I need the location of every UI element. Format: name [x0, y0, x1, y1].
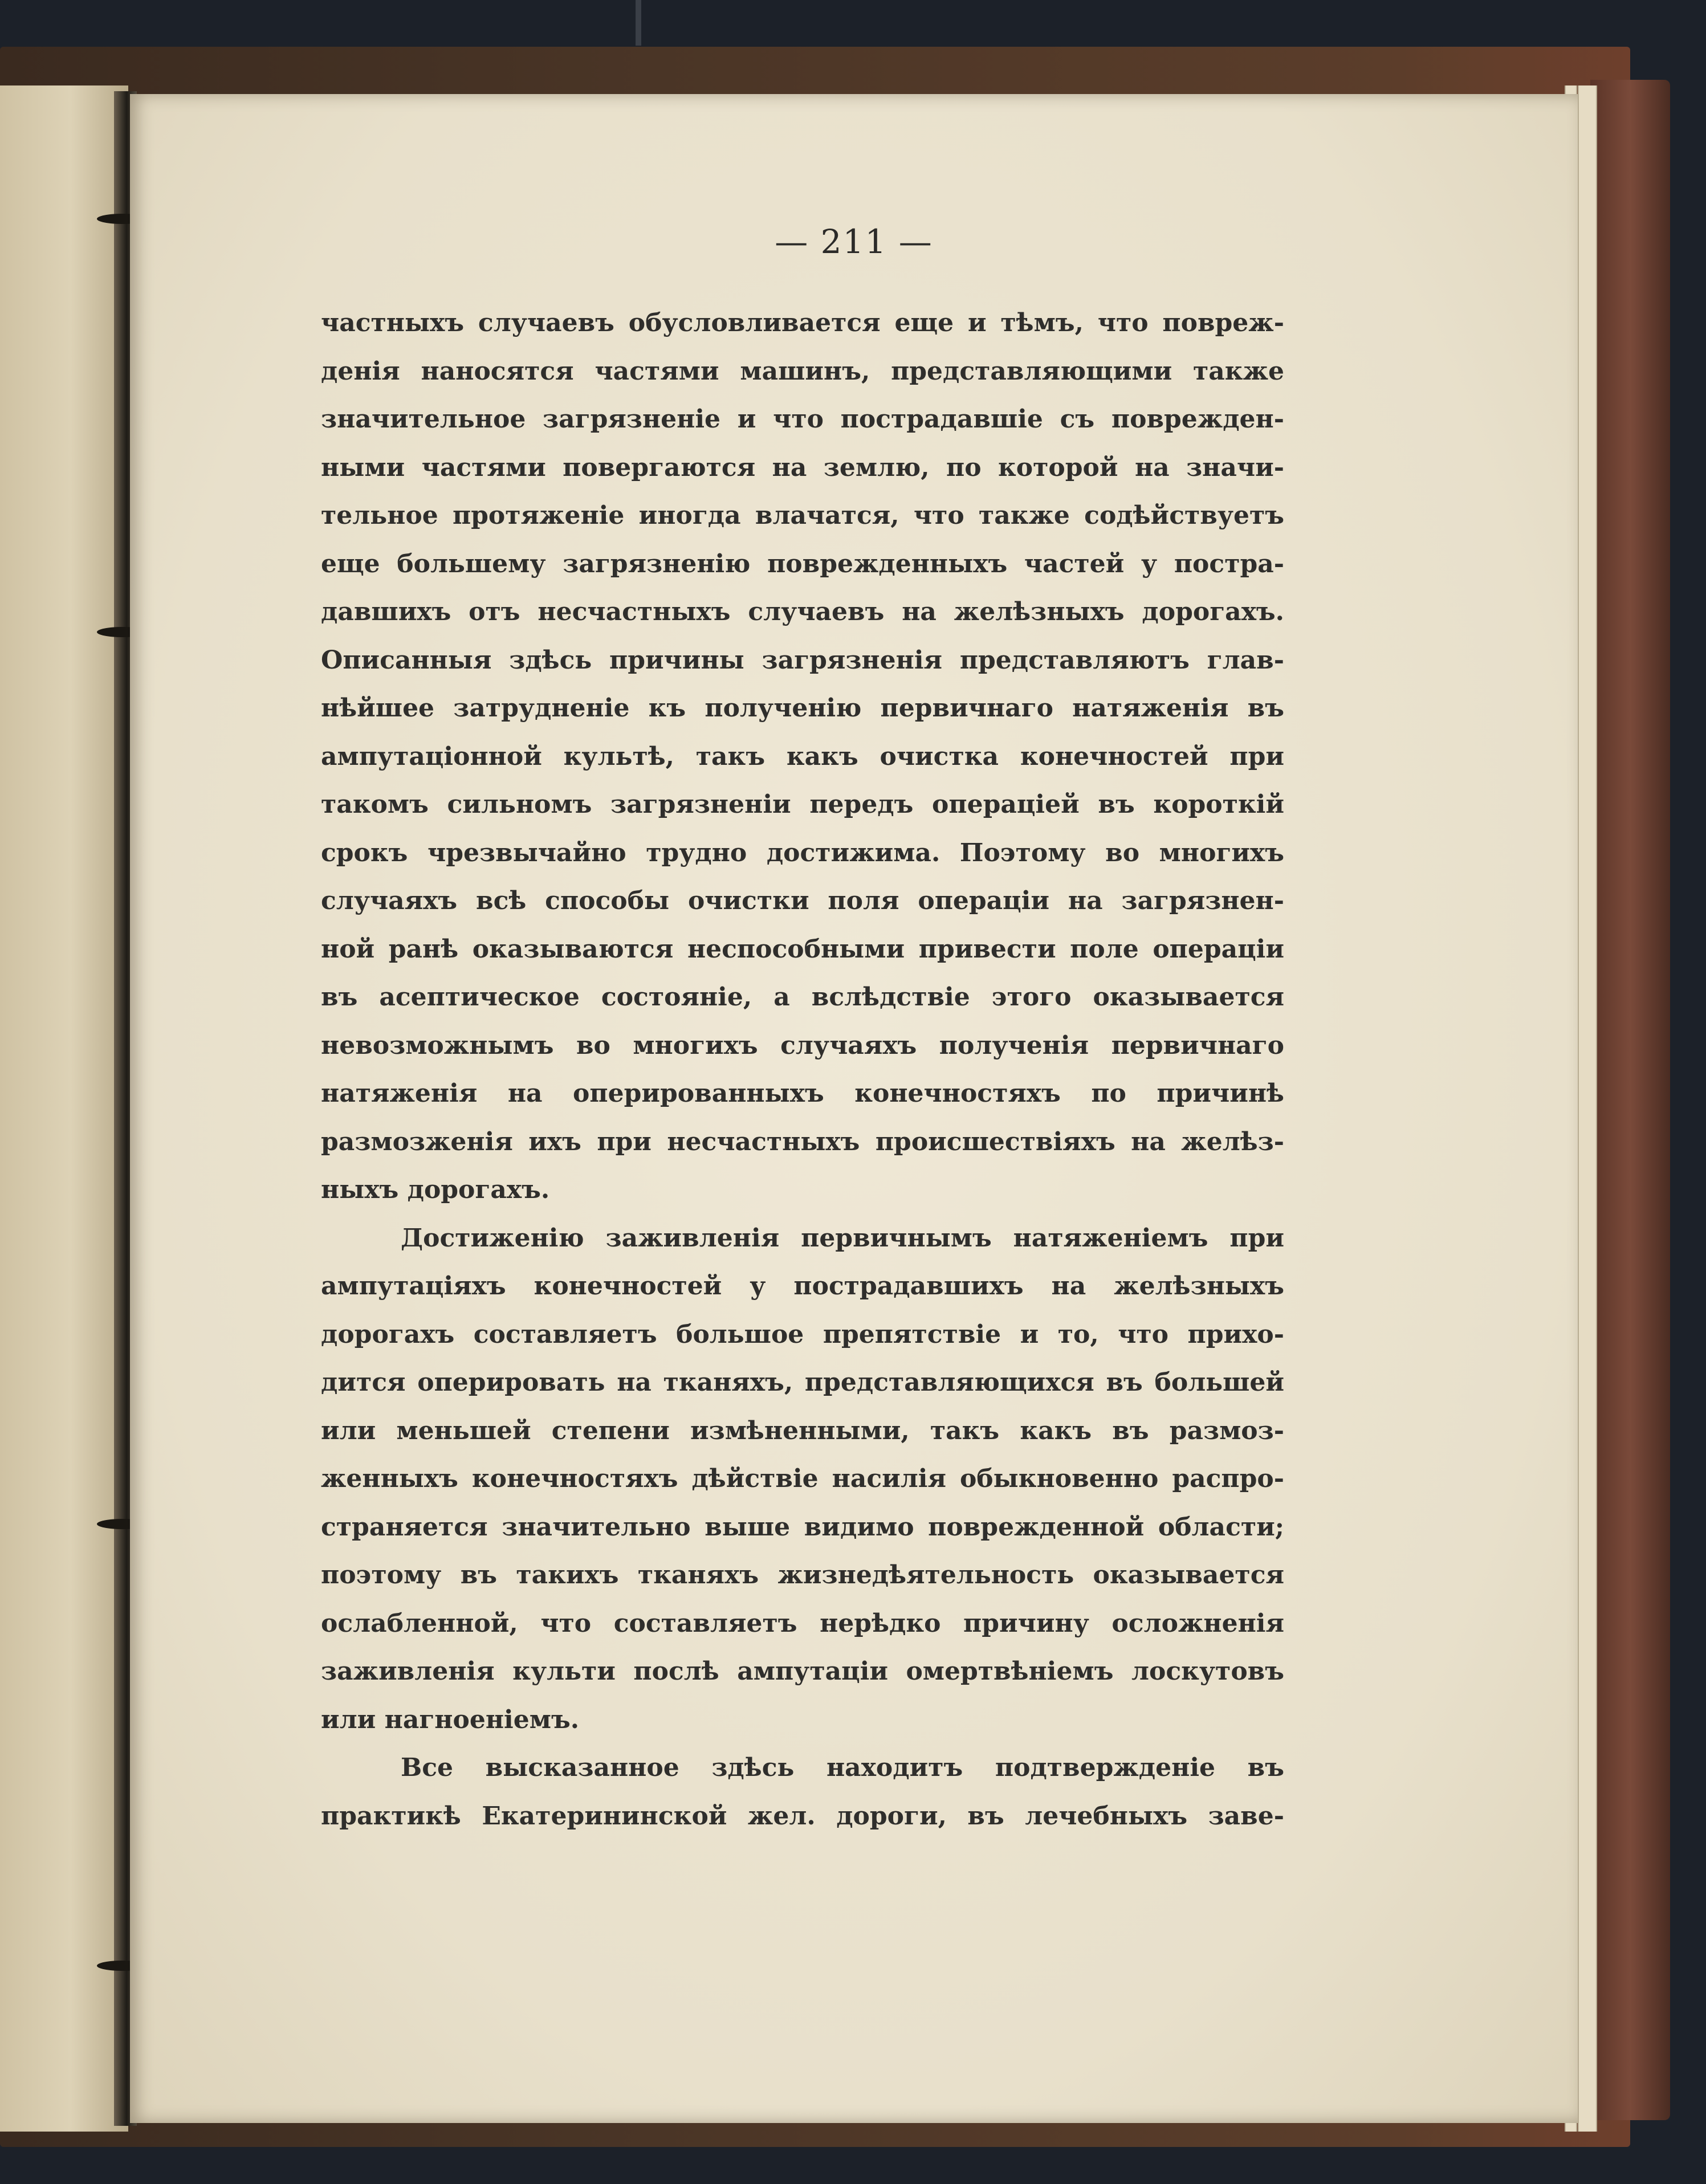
- text-line: ной ранѣ оказываются неспособными привести поле операціи: [321, 934, 1284, 964]
- text-line: денія наносятся частями машинъ, представляющими также: [321, 356, 1284, 386]
- text-line: ныхъ дорогахъ.: [321, 1175, 550, 1204]
- paragraph: [321, 1215, 1284, 1745]
- text-line: давшихъ отъ несчастныхъ случаевъ на желѣзныхъ дорогахъ.: [321, 597, 1284, 626]
- text-line: дорогахъ составляетъ большое препятствіе и то, что прихо-: [321, 1319, 1284, 1349]
- left-page: [0, 85, 128, 2132]
- text-line: или нагноеніемъ.: [321, 1705, 580, 1734]
- text-line: дится оперировать на тканяхъ, представляющихся въ большей: [321, 1368, 1284, 1397]
- text-line: заживленія культи послѣ ампутаціи омертвѣніемъ лоскутовъ: [321, 1657, 1284, 1686]
- text-line: поэтому въ такихъ тканяхъ жизнедѣятельность оказывается: [321, 1560, 1284, 1590]
- right-page: [130, 94, 1578, 2123]
- text-line: срокъ чрезвычайно трудно достижима. Поэтому во многихъ: [321, 838, 1284, 867]
- page-number: — 211 —: [775, 222, 933, 261]
- text-line: ными частями повергаются на землю, по которой на значи-: [321, 453, 1284, 482]
- text-line: размозженія ихъ при несчастныхъ происшествіяхъ на желѣз-: [321, 1127, 1284, 1156]
- paragraph: [321, 1744, 1284, 1840]
- paragraph: [321, 299, 1284, 1215]
- text-line: натяженія на оперированныхъ конечностяхъ по причинѣ: [321, 1079, 1284, 1108]
- text-line: Достиженію заживленія первичнымъ натяженіемъ при: [401, 1223, 1284, 1253]
- text-line: еще большему загрязненію поврежденныхъ частей у постра-: [321, 549, 1284, 578]
- text-line: значительное загрязненіе и что пострадавшіе съ поврежден-: [321, 405, 1284, 434]
- text-line: ампутаціяхъ конечностей у пострадавшихъ на желѣзныхъ: [321, 1272, 1284, 1301]
- text-line: нѣйшее затрудненіе къ полученію первичнаго натяженія въ: [321, 694, 1284, 723]
- body-text: [321, 299, 1284, 1840]
- text-line: случаяхъ всѣ способы очистки поля операціи на загрязнен-: [321, 886, 1284, 915]
- text-line: ослабленной, что составляетъ нерѣдко причину осложненія: [321, 1608, 1284, 1638]
- text-line: ампутаціонной культѣ, такъ какъ очистка конечностей при: [321, 741, 1284, 771]
- text-line: невозможнымъ во многихъ случаяхъ полученія первичнаго: [321, 1030, 1284, 1060]
- text-line: женныхъ конечностяхъ дѣйствіе насилія обыкновенно распро-: [321, 1464, 1284, 1493]
- text-line: или меньшей степени измѣненными, такъ какъ въ размоз-: [321, 1416, 1284, 1445]
- text-line: тельное протяженіе иногда влачатся, что также содѣйствуетъ: [321, 501, 1284, 530]
- page-stack-edge: [1578, 85, 1597, 2132]
- text-line: Все высказанное здѣсь находитъ подтвержденіе въ: [401, 1753, 1284, 1782]
- text-line: страняется значительно выше видимо поврежденной области;: [321, 1512, 1284, 1542]
- text-line: Описанныя здѣсь причины загрязненія представляютъ глав-: [321, 645, 1284, 675]
- text-line: практикѣ Екатерининской жел. дороги, въ лечебныхъ заве-: [321, 1801, 1284, 1831]
- cover-edge: [1590, 80, 1670, 2120]
- background-gap: [636, 0, 641, 46]
- text-line: частныхъ случаевъ обусловливается еще и тѣмъ, что повреж-: [321, 308, 1284, 337]
- text-line: въ асептическое состояніе, а вслѣдствіе этого оказывается: [321, 983, 1284, 1012]
- text-line: такомъ сильномъ загрязненіи передъ операціей въ короткій: [321, 790, 1284, 819]
